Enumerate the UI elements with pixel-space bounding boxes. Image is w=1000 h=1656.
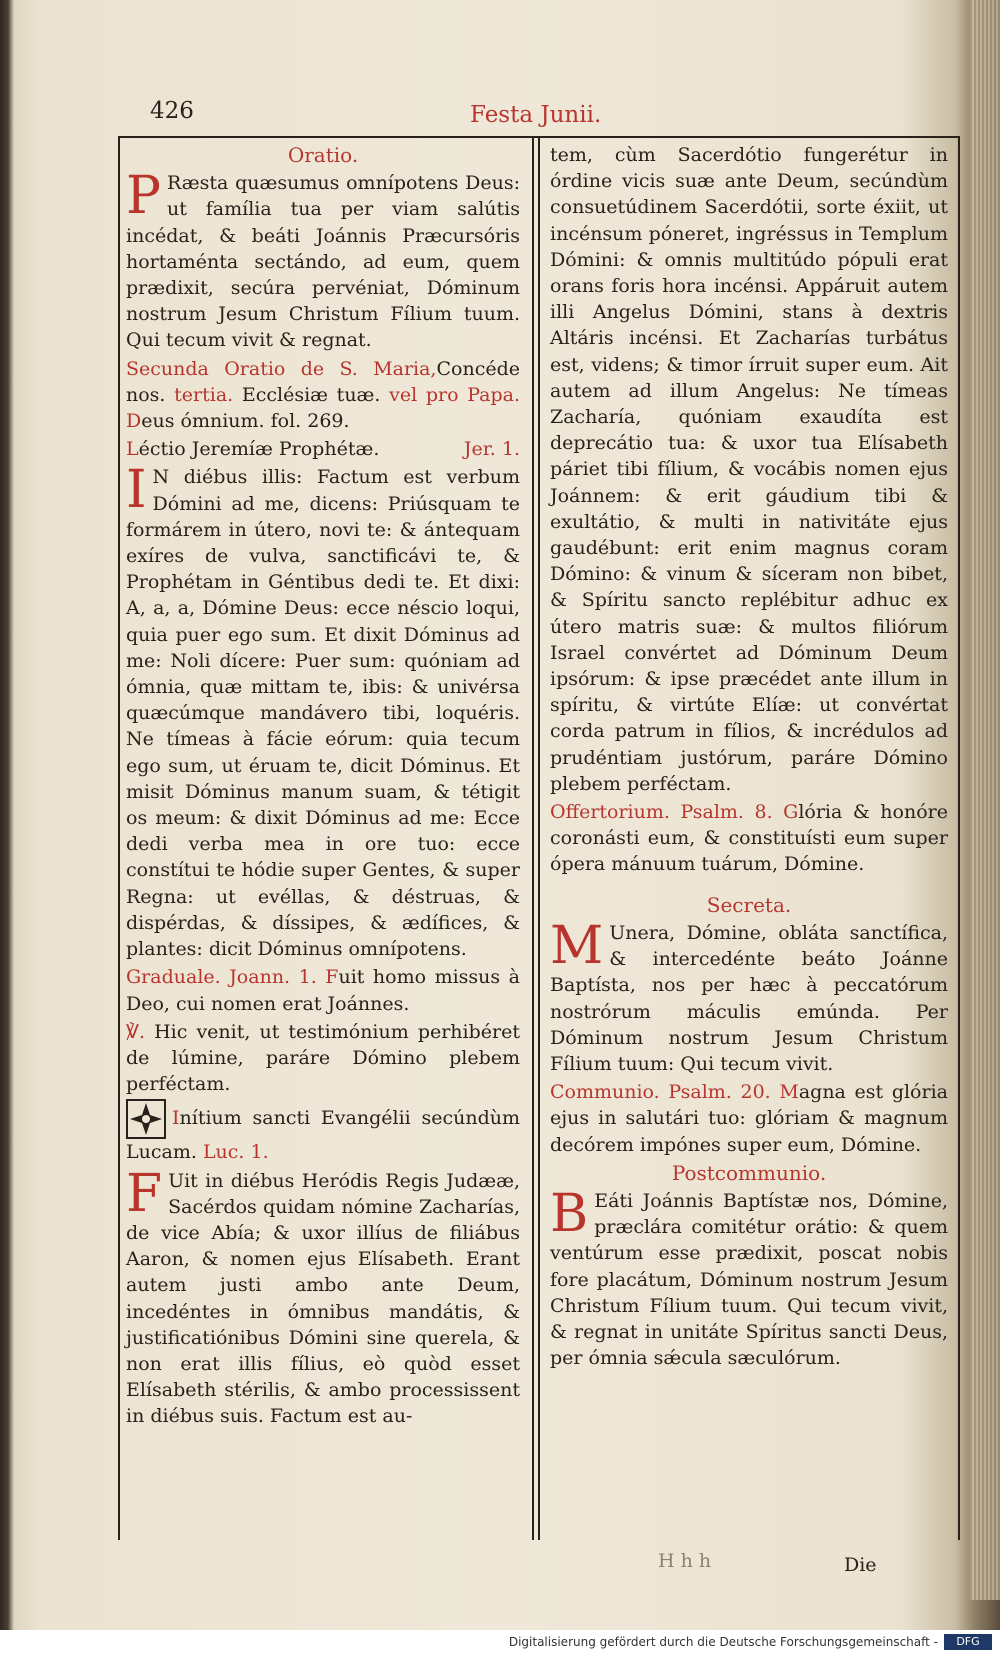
lectio-body: N diébus illis: Factum est verbum Dómini ad me, dicens: Priúsquam te formárem in útero, novi te: & ántequam exíres de vulva, sanctificávi te, & Prophétam in Géntibus dedi te. Et dixi: A, a, a, Dómine Deus: ecce néscio loqui, quia puer ego sum. Et dixit Dóminus ad me: Noli dícere: Puer sum: quóniam ad ómnia, quæ mittam te, ibis: & univérsa quæcúmque mandávero tibi, loquéris. Ne tímeas à fácie eórum: quia tecum ego sum, ut éruam te, dicit Dóminus. Et misit Dóminus manum suam, & tétigit os meum: & dixit Dóminus ad me: Ecce dedi verba mea in ore tuo: ecce constítui te hódie super Gentes, & super Regna: ut evéllas, & déstruas, & dispérdas, & díssipes, & ædífices, & plantes: dicit Dóminus omnípotens. bbox=[126, 466, 520, 961]
versicle-mark: ℣. bbox=[126, 1020, 146, 1043]
communio-paragraph bbox=[550, 1079, 948, 1158]
page-edge bbox=[970, 0, 1000, 1600]
initium-title: nítium sancti Evangélii secúndùm Lucam. bbox=[126, 1107, 520, 1164]
text-frame bbox=[118, 136, 960, 1540]
secunda-text: Concéde nos. bbox=[126, 357, 520, 406]
initium-reference: Luc. 1. bbox=[202, 1141, 269, 1164]
lectio-reference: Jer. 1. bbox=[463, 438, 520, 461]
graduale-text: uit homo missus à Deo, cui nomen erat Joánnes. bbox=[126, 966, 520, 1015]
oratio-title: Oratio. bbox=[287, 143, 359, 167]
versicle-text: Hic venit, ut testimónium perhibéret de lúmine, paráre Dómino plebem perféctam. bbox=[126, 1020, 520, 1096]
postcommunio-title: Postcommunio. bbox=[671, 1160, 827, 1185]
cross-ornament-icon bbox=[126, 1099, 166, 1139]
graduale-paragraph bbox=[126, 964, 520, 1016]
signature-mark: H h h bbox=[658, 1550, 712, 1572]
lectio-paragraph bbox=[126, 460, 520, 962]
communio-label: Communio. Psalm. 20. M bbox=[550, 1081, 799, 1104]
versicle-paragraph bbox=[126, 1019, 520, 1098]
page-header bbox=[118, 92, 960, 132]
initium-I: I bbox=[172, 1107, 180, 1130]
offertorium-paragraph bbox=[550, 799, 948, 878]
drop-cap: M bbox=[550, 915, 604, 976]
lectio-title: éctio Jeremíæ Prophétæ. bbox=[138, 438, 380, 461]
deus-text: eus ómnium. fol. 269. bbox=[141, 410, 350, 433]
secunda-paragraph bbox=[126, 356, 520, 435]
oratio-text: Ræsta quæsumus omnípotens Deus: ut família tua per viam salútis incédat, & beáti Joánnis Præcursóris hortaménta sectándo, ad eum, quem prædixit, secúra pervéniat, Dóminum nostrum Jesum Christum Fílium tuum. Qui tecum vivit & regnat. bbox=[126, 172, 520, 352]
postcommunio-paragraph bbox=[550, 1183, 948, 1371]
dfg-logo-icon: DFG bbox=[944, 1634, 992, 1650]
evangelium-text: Uit in diébus Heródis Regis Judææ, Sacérdos quidam nómine Zacharías, de vice Abía; & uxor illíus de filiábus Aaron, & nomen ejus Elísabeth. Erant autem justi ambo ante Deum, incedéntes in ómnibus mandátis, & justificatiónibus Dómini sine querela, & non erat illis fílius, eò quòd esset Elísabeth stérilis, & ambo processissent in diébus suis. Factum est au- bbox=[126, 1169, 520, 1428]
vel-pro-papa: vel pro Papa. bbox=[389, 383, 521, 406]
graduale-label: Graduale. Joann. 1. F bbox=[126, 966, 339, 989]
evangelium-continuation: tem, cùm Sacerdótio fungerétur in órdine vicis suæ ante Deum, secúndùm consuetúdinem Sacerdótii, sorte éxiit, ut incénsum póneret, ingréssus in Templum Dómini: & omnis multitúdo pópuli erat orans foris hora incénsi. Appáruit autem illi Angelus Dómini, stans à dextris Altáris incénsi. Et Zacharías turbátus est, videns; & timor írruit super eum. Ait autem ad illum Angelus: Ne tímeas Zacharía, quóniam exaudíta est deprecátio tua: & uxor tua Elísabeth páriet tibi fílium, & vocábis nomen ejus Joánnem: & erit gáudium tibi & exultátio, & multi in nativitáte ejus gaudébunt: erit enim magnus coram Dómino: & vinum & síceram non bibet, & Spíritu sancto replébitur adhuc ex útero matris suæ: & multos filiórum Israel convértet ad Dóminum Deum ipsórum: & ipse præcédet ante illum in spíritu, & virtúte Elíæ: ut convértat corda patrum in fílios, & incrédulos ad prudéntiam justórum, paráre Dómino plebem perféctam. bbox=[550, 144, 948, 795]
book-page bbox=[118, 92, 960, 1612]
initium-heading bbox=[126, 1099, 520, 1165]
tertia-text: Ecclésiæ tuæ. bbox=[241, 383, 381, 406]
drop-cap: I bbox=[126, 460, 147, 521]
oratio-paragraph bbox=[126, 166, 520, 353]
page-number: 426 bbox=[150, 98, 194, 124]
drop-cap: B bbox=[550, 1183, 589, 1244]
footer-credit: Digitalisierung gefördert durch die Deutsche Forschungsgemeinschaft - bbox=[508, 1635, 938, 1649]
lectio-heading bbox=[126, 436, 520, 462]
drop-cap: P bbox=[126, 166, 161, 227]
evangelium-paragraph bbox=[126, 1163, 520, 1430]
running-head: Festa Junii. bbox=[470, 102, 602, 128]
offertorium-label: Offertorium. Psalm. 8. G bbox=[550, 801, 799, 824]
right-rule bbox=[958, 136, 960, 1540]
secreta-paragraph bbox=[550, 915, 948, 1077]
left-rule bbox=[118, 136, 120, 1540]
communio-text: agna est glória ejus in salutári tuo: glóriam & magnum decórem impónes super eum, Dómine. bbox=[550, 1081, 948, 1156]
deus-initial: D bbox=[126, 410, 142, 433]
right-column bbox=[550, 142, 948, 1373]
drop-cap: F bbox=[126, 1163, 163, 1224]
postcommunio-text: Eáti Joánnis Baptístæ nos, Dómine, præclára comitétur orátio: & quem ventúrum esse prædixit, poscat nobis fore placátum, Dóminum nostrum Jesum Christum Fílium tuum. Qui tecum vivit, & regnat in unitáte Spíritus sancti Deus, per ómnia sǽcula sæculórum. bbox=[550, 1189, 948, 1370]
column-divider-left bbox=[532, 136, 534, 1540]
digitization-footer bbox=[0, 1630, 1000, 1656]
secreta-title: Secreta. bbox=[706, 892, 792, 917]
secreta-text: Unera, Dómine, obláta sanctífica, & intercedénte beáto Joánne Baptísta, nos per hæc à peccatórum nostrórum máculis emúnda. Per Dóminum nostrum Jesum Christum Fílium tuum: Qui tecum vivit. bbox=[550, 921, 948, 1075]
secunda-label: Secunda Oratio de S. Maria, bbox=[126, 357, 437, 380]
column-divider-right bbox=[538, 136, 540, 1540]
offertorium-text: lória & honóre coronásti eum, & constituísti eum super ópera mánuum tuárum, Dómine. bbox=[550, 801, 948, 876]
left-column bbox=[126, 142, 520, 1432]
tertia-label: tertia. bbox=[174, 383, 234, 406]
lectio-L: L bbox=[126, 438, 139, 461]
catchword: Die bbox=[844, 1554, 877, 1576]
